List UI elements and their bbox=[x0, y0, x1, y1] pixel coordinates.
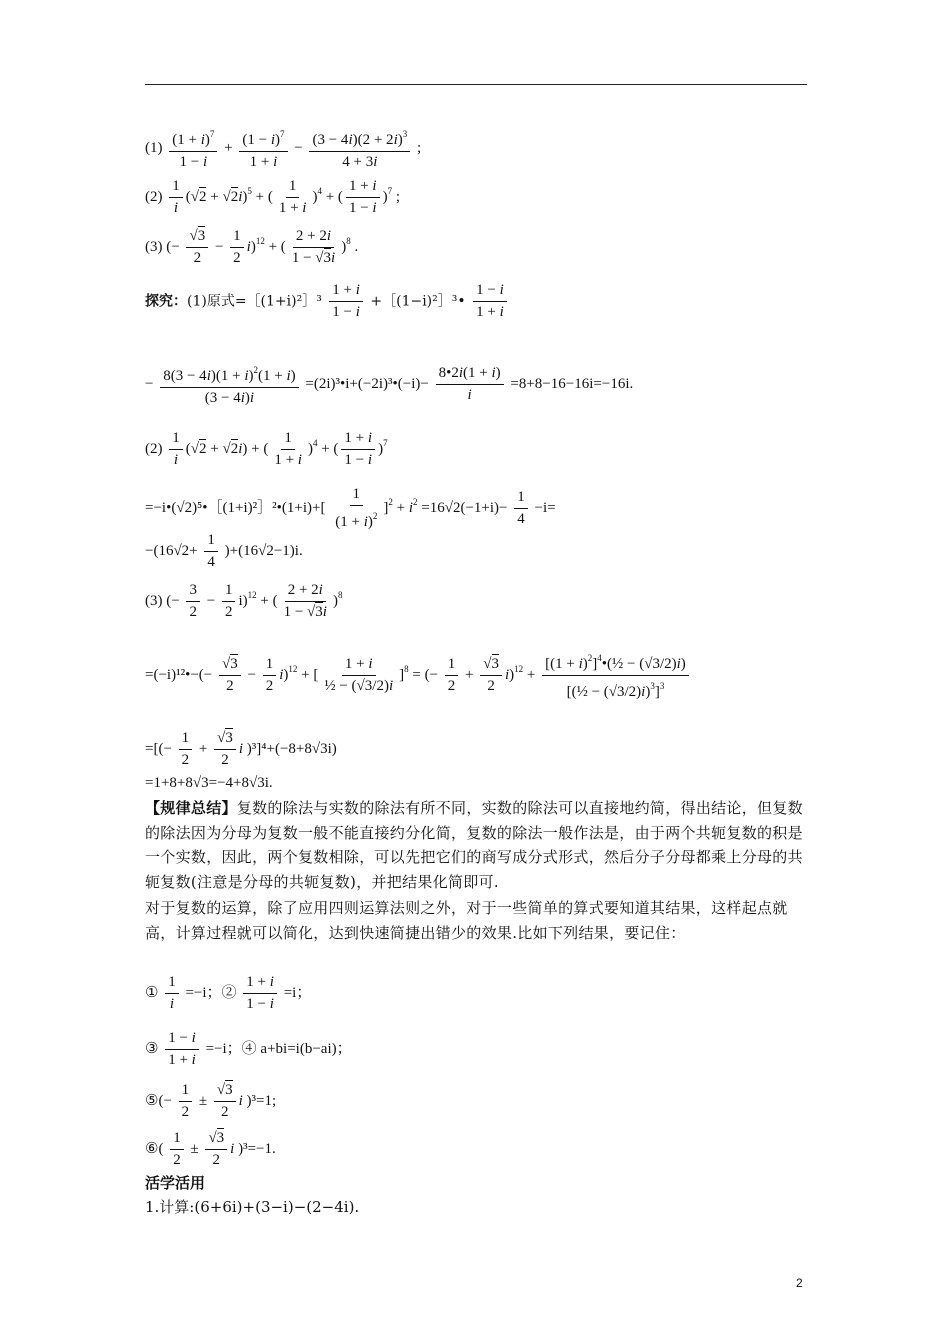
result-1-2: ① $\frac{1}{i}$ =−i；② $\frac{1 + i}{1 - i}$ =i； bbox=[145, 974, 312, 1012]
solution-2-line-3: −(16√2+ $\frac{1}{4}$ )+(16√2−1)i. bbox=[145, 532, 303, 570]
result-5: ⑤(− $\frac{1}{2}$ ± $\frac{√3}{2}$ i )³=1; bbox=[145, 1082, 277, 1120]
summary-paragraph: 【规律总结】复数的除法与实数的除法有所不同，实数的除法可以直接地约简，得出结论，但复数的除法因为分母为复数一般不能直接约分化简，复数的除法一般作法是，由于两个共轭复数的积是一个实数，因此，两个复数相除，可以先把它们的商写成分式形式，然后分子分母都乘上分母的共轭复数(注意是分母的共轭复数)，并把结果化简即可. bbox=[145, 799, 803, 891]
result-6: ⑥( $\frac{1}{2}$ ± $\frac{√3}{2}$ i )³=−1. bbox=[145, 1130, 276, 1168]
practice-heading: 活学活用 bbox=[145, 1174, 206, 1192]
page-number: 2 bbox=[796, 1276, 803, 1290]
header-rule bbox=[145, 84, 807, 85]
solution-1-line-2: − $\frac{8(3 - 4i)(1 + i)^2(1 + i)}{(3 - 4i)i}$ =(2i)³•i+(−2i)³•(−i)− $\frac{8•2i(1 + i)}{i}$ =8+8−16−16i=−16i. bbox=[145, 362, 633, 407]
result-3-4: ③ $\frac{1 - i}{1 + i}$ =−i；④ a+bi=i(b−ai)； bbox=[145, 1030, 352, 1068]
problem-2: (2) $\frac{1}{i}$ $(√2 + √2i)^5$ + ( $\frac{1}{1 + i}$ )$^4$ + ( $\frac{1 + i}{1 - i}$ )$^7$ ; bbox=[145, 178, 400, 216]
practice-question-1: 1.计算:(6+6i)+(3−i)−(2−4i). bbox=[145, 1198, 360, 1216]
problem-3: (3) (− $\frac{√3}{2}$ − $\frac{1}{2}$ i)$^{12}$ + ( $\frac{2 + 2i}{1 - √3i}$ )$^8$ . bbox=[145, 228, 359, 266]
solution-3-line-3: =[(− $\frac{1}{2}$ + $\frac{√3}{2}$ i )³]⁴+(−8+8√3i) bbox=[145, 730, 337, 768]
problem-1: (1) $\frac{(1 + i)^7}{1 - i}$ + $\frac{(1 - i)^7}{1 + i}$ − $\frac{(3 - 4i)(2 + 2i)^3}{4 + 3i}$ ; bbox=[145, 126, 421, 171]
solution-3-line-2: =(−i)¹²•−(− $\frac{√3}{2}$ − $\frac{1}{2}$ i)$^{12}$ + [ $\frac{1 + i}{\text{½ − (√3/2)i}}$ ]$^8$ = (− $\frac{1}{2}$ + $\frac{√3}{2}$ i)$^{12}$ + $\frac{[(1 + i)^2]^4•(\frac{1}{2} - (√3/2)i)}{[(\frac{1}{2} - (√3/2)i)^3]^3}$ bbox=[145, 650, 692, 701]
summary-paragraph-2: 对于复数的运算，除了应用四则运算法则之外，对于一些简单的算式要知道其结果，这样起点就高，计算过程就可以简化，达到快速简捷出错少的效果.比如下列结果，要记住： bbox=[145, 899, 788, 942]
solution-1-line-1: 探究：(1)原式=［(1+i)²］³ $\frac{1 + i}{1 - i}$ +［(1−i)²］³• $\frac{1 - i}{1 + i}$ bbox=[145, 282, 510, 321]
solution-3-line-1: (3) (− $\frac{3}{2}$ − $\frac{1}{2}$ i)$^{12}$ + ( $\frac{2 + 2i}{1 - √3i}$ )$^8$ bbox=[145, 582, 343, 620]
solution-2-line-1: (2) $\frac{1}{i}$ (√2 + √2i) + ( $\frac{1}{1 + i}$ )$^4$ + ( $\frac{1 + i}{1 - i}$ )$^7$ bbox=[145, 430, 388, 468]
solution-2-line-2: =−i•(√2)⁵•［(1+i)²］²•(1+i)+[ $\frac{1}{(1 + i)^2}$ ]$^2 + i^2 =16√2(-1+i)-$ $\frac{1}{4}$ −i= bbox=[145, 486, 556, 530]
solution-3-line-4: =1+8+8√3=−4+8√3i. bbox=[145, 775, 273, 791]
